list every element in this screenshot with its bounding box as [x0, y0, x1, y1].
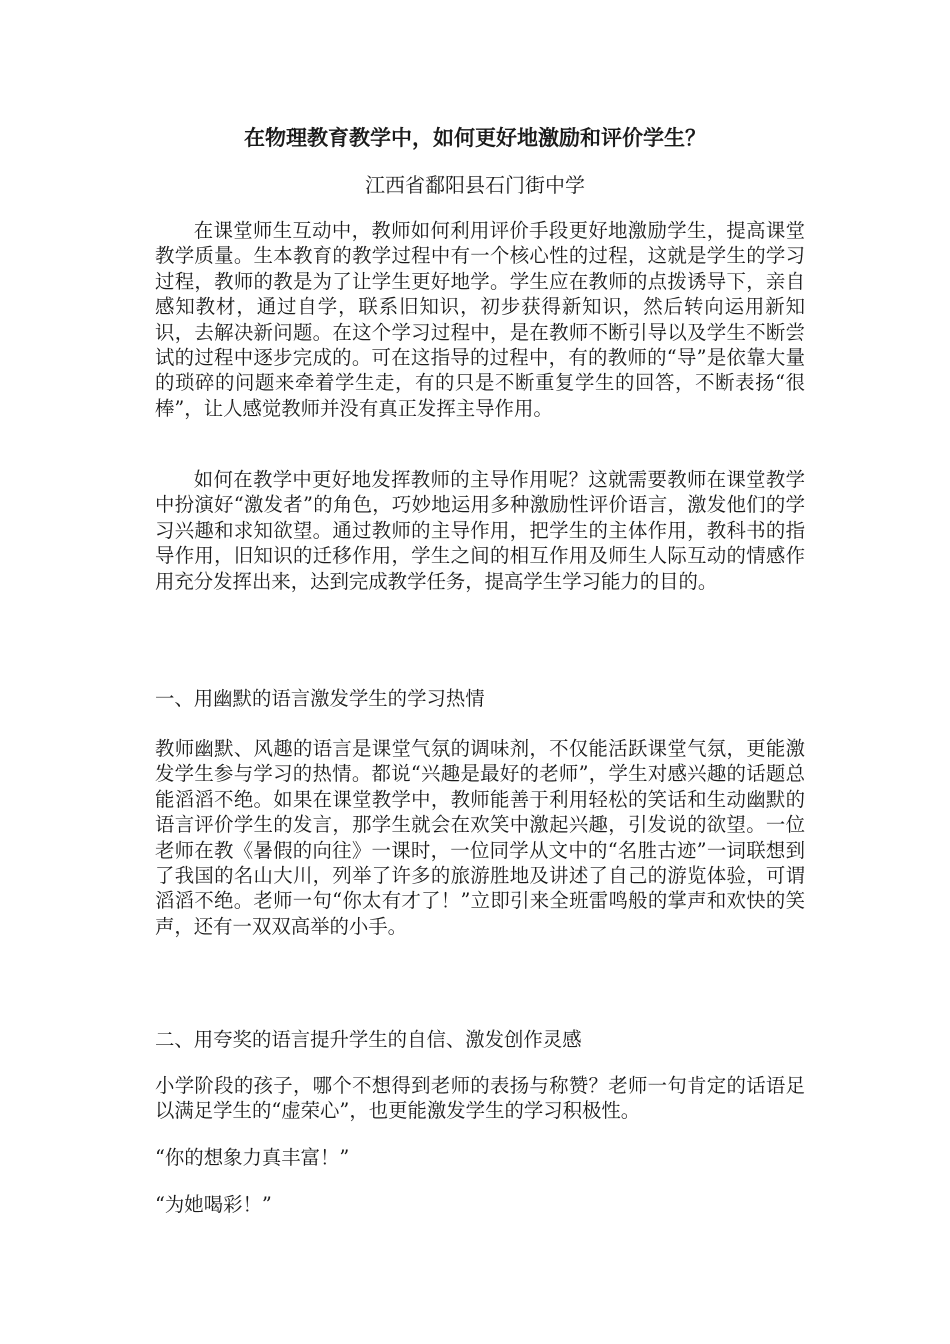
quote-1: “你的想象力真丰富！”	[155, 1146, 350, 1169]
intro-paragraph-2: 如何在教学中更好地发挥教师的主导作用呢？这就需要教师在课堂教学中扮演好“激发者”的角色，巧妙地运用多种激励性评价语言，激发他们的学习兴趣和求知欲望。通过教师的主导作用，把学生的主体作用，教科书的指导作用，旧知识的迁移作用，学生之间的相互作用及师生人际互动的情感作用充分发挥出来，达到完成教学任务，提高学生学习能力的目的。	[155, 468, 805, 593]
document-author: 江西省鄱阳县石门街中学	[365, 173, 585, 197]
quote-2: “为她喝彩！”	[155, 1193, 272, 1216]
section-2-heading: 二、用夸奖的语言提升学生的自信、激发创作灵感	[155, 1028, 582, 1051]
section-1-heading: 一、用幽默的语言激发学生的学习热情	[155, 687, 485, 710]
intro-paragraph-1: 在课堂师生互动中，教师如何利用评价手段更好地激励学生，提高课堂教学质量。生本教育的教学过程中有一个核心性的过程，这就是学生的学习过程，教师的教是为了让学生更好地学。学生应在教师的点拨诱导下，亲自感知教材，通过自学，联系旧知识，初步获得新知识，然后转向运用新知识，去解决新问题。在这个学习过程中，是在教师不断引导以及学生不断尝试的过程中逐步完成的。可在这指导的过程中，有的教师的“导”是依靠大量的琐碎的问题来牵着学生走，有的只是不断重复学生的回答，不断表扬“很棒”，让人感觉教师并没有真正发挥主导作用。	[155, 219, 805, 420]
section-2-body: 小学阶段的孩子，哪个不想得到老师的表扬与称赞？老师一句肯定的话语足以满足学生的“虚荣心”，也更能激发学生的学习积极性。	[155, 1074, 805, 1123]
document-title: 在物理教育教学中，如何更好地激励和评价学生？	[244, 125, 706, 150]
section-1-body: 教师幽默、风趣的语言是课堂气氛的调味剂，不仅能活跃课堂气氛，更能激发学生参与学习的热情。都说“兴趣是最好的老师”，学生对感兴趣的话题总能滔滔不绝。如果在课堂教学中，教师能善于利用轻松的笑话和生动幽默的语言评价学生的发言，那学生就会在欢笑中激起兴趣，引发说的欲望。一位老师在教《暑假的向往》一课时，一位同学从文中的“名胜古迹”一词联想到了我国的名山大川，列举了许多的旅游胜地及讲述了自己的游览体验，可谓滔滔不绝。老师一句“你太有才了！”立即引来全班雷鸣般的掌声和欢快的笑声，还有一双双高举的小手。	[155, 737, 805, 938]
